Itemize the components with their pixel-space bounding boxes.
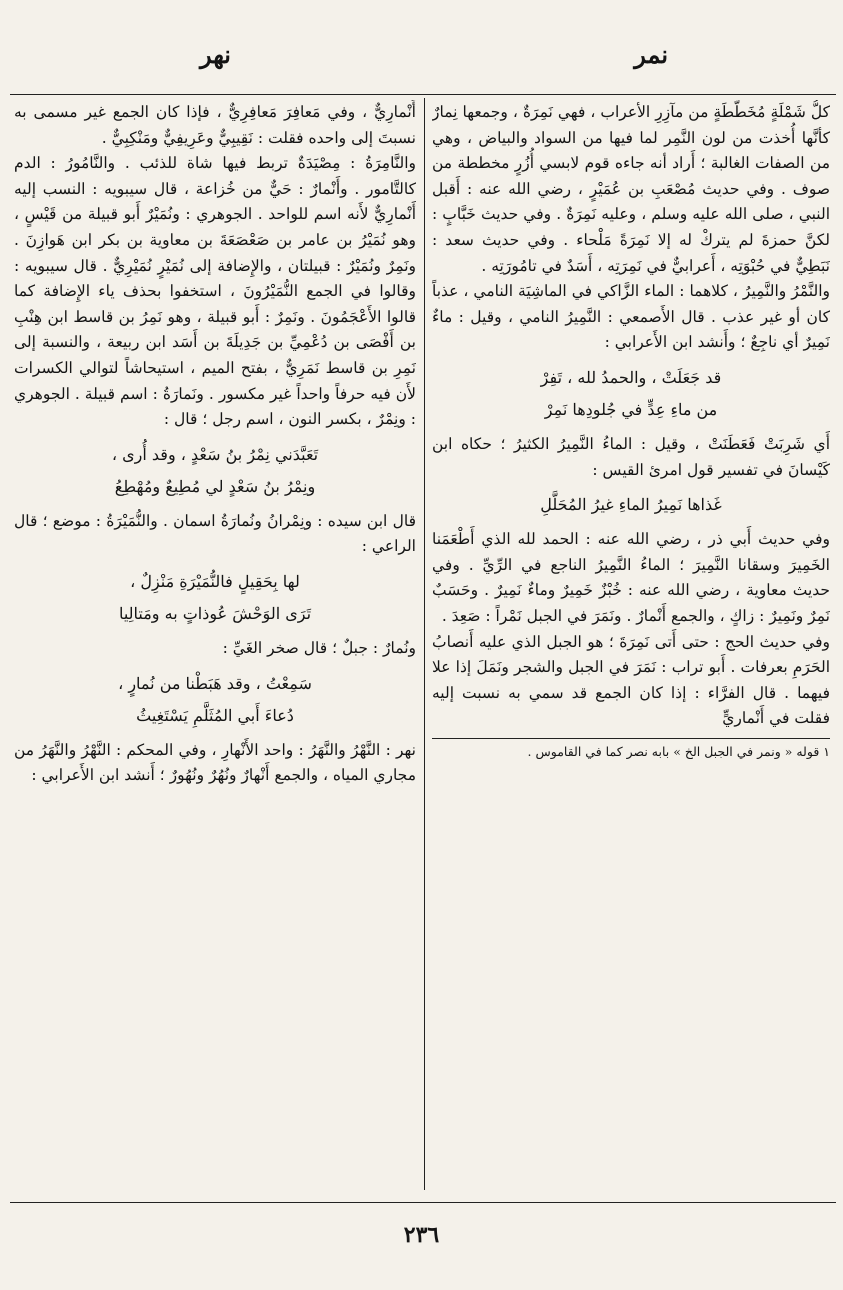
verse bbox=[14, 439, 416, 503]
paragraph: أَي شَرِبَتْ فَعَطَنَتْ ، وقيل : الماءُ النَّمِيرُ الكثيرُ ؛ حكاه ابن كَيْسانَ في تفسير قول امرئ القيس : bbox=[432, 434, 830, 479]
verse-line: دُعاءَ أَبي المُثَلَّمِ يَسْتَغِيثُ bbox=[136, 705, 294, 725]
footnote-separator bbox=[432, 738, 830, 739]
paragraph: أَنْمارِيٌّ ، وفي مَعافِرَ مَعافِرِيٌّ ، فإذا كان الجمع غير مسمى به نسبتَ إلى واحده فقلت : نَقِيبِيٌّ وعَرِيفِيٌّ ومَنْكِبِيٌّ . bbox=[14, 103, 416, 147]
verse bbox=[432, 362, 830, 426]
verse-line: من ماءِ عِدٍّ في جُلودِها نَمِرْ bbox=[544, 399, 718, 419]
paragraph: ونُمارٌ : جبلٌ ؛ قال صخر الغَيِّ : bbox=[222, 638, 416, 657]
paragraph: نهر : النَّهْرُ والنَّهَرُ : واحد الأَنْهارِ ، وفي المحكم : النَّهْرُ والنَّهَرُ من مجاري المياه ، والجمع أَنْهارٌ ونُهُرٌ ونُهُورٌ ؛ أَنشد ابن الأَعرابي : bbox=[14, 740, 416, 785]
paragraph: قال ابن سيده : ونِمْرانُ ونُمارَةُ اسمان . والنُّمَيْرَةُ : موضع ؛ قال الراعي : bbox=[14, 511, 416, 556]
footnote: ١ قوله « ونمر في الجبل الخ » بابه نصر كما في القاموس . bbox=[527, 743, 830, 759]
verse bbox=[14, 668, 416, 732]
verse-line: سَمِعْتُ ، وقد هَبَطْنا من نُمارٍ ، bbox=[118, 673, 312, 693]
paragraph: والنَّمْرُ والنَّمِيرُ ، كلاهما : الماء الزَّاكي في الماشِيَة النامي ، عذباً كان أو غير عذب . قال الأَصمعي : النَّمِيرُ النامي ، وقيل : ماءٌ نَمِيرٌ أي ناجِعٌ ؛ وأَنشد ابن الأَعرابي : bbox=[432, 282, 830, 352]
page-number: ٢٣٦ bbox=[403, 1222, 440, 1248]
verse-line: تَرَى الوَحْشَ عُوذاتٍ به ومَتالِيا bbox=[118, 603, 312, 623]
verse-line: غَذاها نَمِيرُ الماءِ غيرُ المُحَلَّلِ bbox=[540, 495, 722, 515]
bottom-rule bbox=[10, 1202, 836, 1203]
paragraph: والنَّامِرَةُ : مِصْيَدَةٌ تربط فيها شاة للذئب . والنَّامُورُ : الدم كالتَّامور . وأَنْمارٌ : حَيٌّ من خُزاعة ، قال سيبويه : النسب إليه أَنْمارِيٌّ لأَنه اسم للواحد . الجوهري : ونُمَيْرٌ أَبو قبيلة من قَيْسٍ ، وهو نُمَيْرُ بن عامر بن صَعْصَعَةَ بن معاوية بن بكر ابن هَوازِنَ . ونَمِرٌ ونُمَيْرٌ : قبيلتان ، والإِضافة إلى نُمَيْرٍ نُمَيْرِيٌّ . قال سيبويه : وقالوا في الجمع النُّمَيْرُونَ ، استخفوا بحذف ياء الإِضافة كما قالوا الأَعْجَمُونَ . ونَمِرٌ : أَبو قبيلة ، وهو نَمِرُ بن قاسط ابن هِنْبِ بن أَفْصَى بن دُعْمِيِّ بن جَدِيلَةَ بن أَسَد ابن ربيعة ، والنسبة إلى نَمِرِ بن قاسط نَمَرِيٌّ ، بفتح الميم ، استيحاشاً لتوالي الكسرات لأَن فيه حرفاً واحداً غير مكسور . ونَمارَةُ : اسم قبيلة . الجوهري : ونِمْرٌ ، بكسر النون ، اسم رجل ؛ قال : bbox=[14, 154, 416, 429]
verse-line: تَعَبَّدَني نِمْرُ بنُ سَعْدٍ ، وقد أُرى ، bbox=[111, 444, 319, 464]
left-column bbox=[14, 100, 416, 1180]
column-divider bbox=[424, 98, 425, 1190]
paragraph: وفي حديث أَبي ذر ، رضي الله عنه : الحمد لله الذي أَطْعَمَنا الخَمِيرَ وسقانا النَّمِيرَ ؛ الماءُ النَّمِيرُ الناجع في الرِّيِّ . وفي حديث معاوية ، رضي الله عنه : خُبْزٌ خَمِيرٌ وماءٌ نَمِيرٌ . وحَسَبٌ نَمِرٌ ونَمِيرٌ : زاكٍ ، والجمع أَنْمارٌ . ونَمَرَ في الجبل نَمْراً : صَعِدَ . bbox=[432, 530, 830, 625]
verse-line: قد جَعَلَتْ ، والحمدُ لله ، تَفِرْ bbox=[540, 367, 722, 387]
running-head-right: نمر bbox=[634, 40, 668, 69]
paragraph: كلُّ شَمْلَةٍ مُخَطَّطَةٍ من مآزِرِ الأعراب ، فهي نَمِرَةٌ ، وجمعها نِمارٌ كأنَّها أُخذت من لون النَّمِر لما فيها من السواد والبياض ، وهي من الصفات الغالبة ؛ أَراد أنه جاءه قوم لابسي أُزُرٍ مخططة من صوف . وفي حديث مُصْعَبِ بن عُمَيْرٍ ، رضي الله عنه : أَقبل النبي ، صلى الله عليه وسلم ، وعليه نَمِرَةٌ . وفي حديث خَبَّابٍ : لكنَّ حمزةَ لم يتركْ له إلا نَمِرَةً مَلْحاء . وفي حديث سعد : نَبَطِيٌّ في حُبْوَتِه ، أَعرابيٌّ في نَمِرَتِه ، أَسَدٌ في تامُورَتِه . bbox=[432, 103, 830, 275]
right-column bbox=[432, 100, 830, 1180]
top-rule bbox=[10, 94, 836, 95]
verse bbox=[14, 566, 416, 630]
verse bbox=[432, 489, 830, 521]
running-head-left: نهر bbox=[200, 40, 231, 69]
verse-line: لها بِحَقِيلٍ فالنُّمَيْرَةِ مَنْزِلٌ ، bbox=[130, 571, 300, 591]
verse-line: ونِمْرُ بنُ سَعْدٍ لي مُطِيعٌ ومُهْطِعُ bbox=[114, 476, 316, 496]
paragraph: وفي حديث الحج : حتى أَتى نَمِرَةَ ؛ هو الجبل الذي عليه أَنصابُ الحَرَمِ بعرفات . أَبو تراب : نَمَرَ في الجبل والشجر ونَمَلَ إذا علا فيهما . قال الفرَّاء : إذا كان الجمع قد سمي به نسبت إليه فقلت في أَنْماريٍّ bbox=[432, 632, 830, 728]
